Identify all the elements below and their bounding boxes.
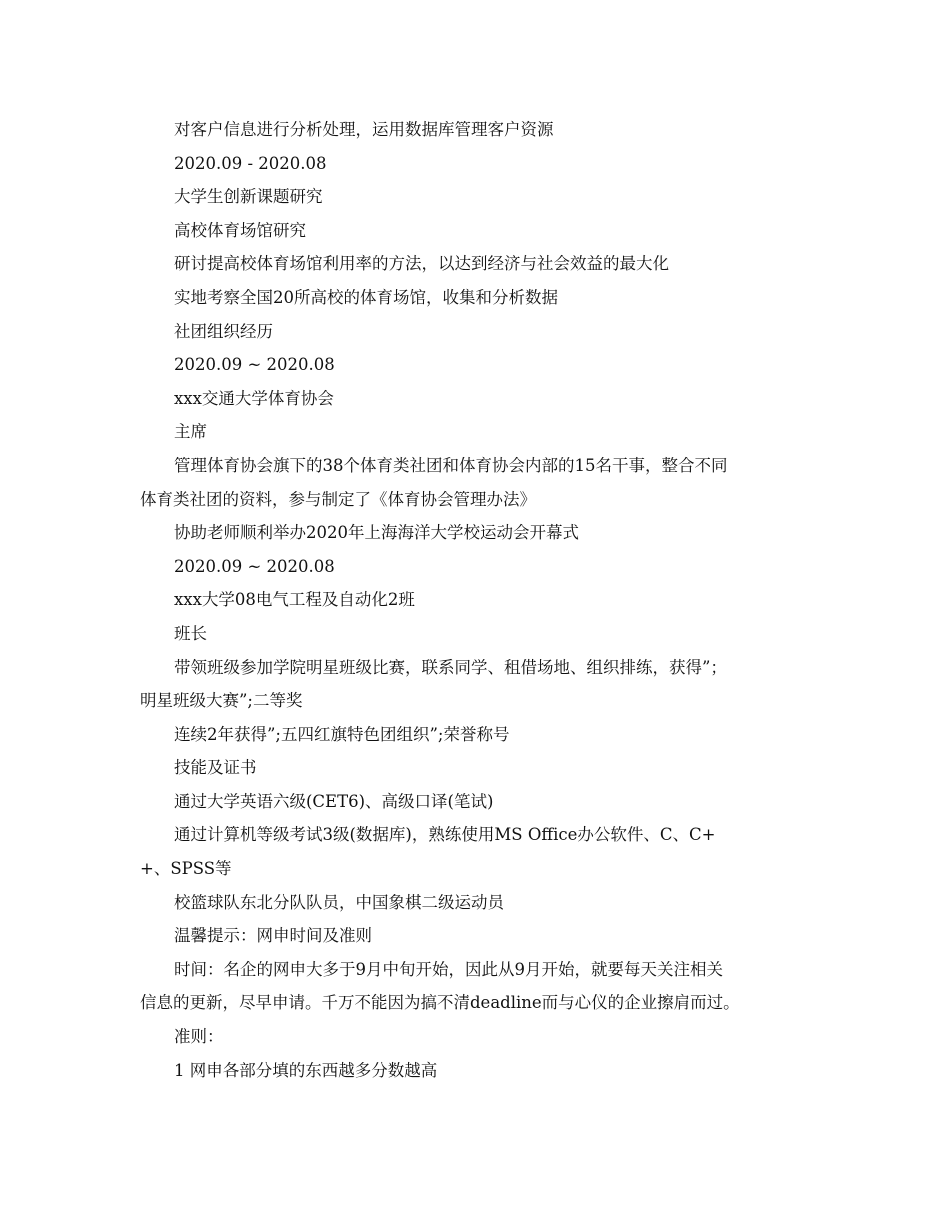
text-line: 管理体育协会旗下的38个体育类社团和体育协会内部的15名干事，整合不同 xyxy=(174,455,728,475)
text-line: 体育类社团的资料，参与制定了《体育协会管理办法》 xyxy=(140,489,536,509)
text-line: xxx大学08电气工程及自动化2班 xyxy=(174,590,415,610)
text-line: 协助老师顺利举办2020年上海海洋大学校运动会开幕式 xyxy=(174,523,579,543)
text-line: 时间：名企的网申大多于9月中旬开始，因此从9月开始，就要每天关注相关 xyxy=(174,959,723,979)
text-line: 信息的更新，尽早申请。千万不能因为搞不清deadline而与心仪的企业擦肩而过。 xyxy=(140,993,740,1013)
text-line: 校篮球队东北分队队员，中国象棋二级运动员 xyxy=(174,892,504,912)
text-line: 连续2年获得”;五四红旗特色团组织”;荣誉称号 xyxy=(174,724,510,744)
text-line: 2020.09 - 2020.08 xyxy=(174,153,327,173)
text-line: 明星班级大赛”;二等奖 xyxy=(140,691,303,711)
text-line: 主席 xyxy=(174,422,207,442)
text-line: +、SPSS等 xyxy=(140,859,232,879)
text-line: 大学生创新课题研究 xyxy=(174,187,323,207)
text-line: 对客户信息进行分析处理，运用数据库管理客户资源 xyxy=(174,120,554,139)
text-line: 1 网申各部分填的东西越多分数越高 xyxy=(174,1060,438,1080)
text-line: 通过计算机等级考试3级(数据库)，熟练使用MS Office办公软件、C、C+ xyxy=(174,825,716,845)
text-line: 2020.09 ~ 2020.08 xyxy=(174,556,335,576)
text-line: 2020.09 ~ 2020.08 xyxy=(174,355,335,375)
text-line: 技能及证书 xyxy=(174,758,257,778)
text-line: 通过大学英语六级(CET6)、高级口译(笔试) xyxy=(174,791,494,811)
text-line: 准则： xyxy=(174,1027,224,1047)
text-line: 带领班级参加学院明星班级比赛，联系同学、租借场地、组织排练，获得”； xyxy=(174,657,727,677)
text-line: xxx交通大学体育协会 xyxy=(174,388,334,408)
document-body xyxy=(140,113,820,1087)
text-line: 研讨提高校体育场馆利用率的方法，以达到经济与社会效益的最大化 xyxy=(174,254,669,274)
text-line: 高校体育场馆研究 xyxy=(174,220,306,240)
text-line: 班长 xyxy=(174,623,207,643)
text-line: 社团组织经历 xyxy=(174,321,273,341)
text-line: 温馨提示：网申时间及准则 xyxy=(174,926,372,946)
text-line: 实地考察全国20所高校的体育场馆，收集和分析数据 xyxy=(174,287,558,307)
